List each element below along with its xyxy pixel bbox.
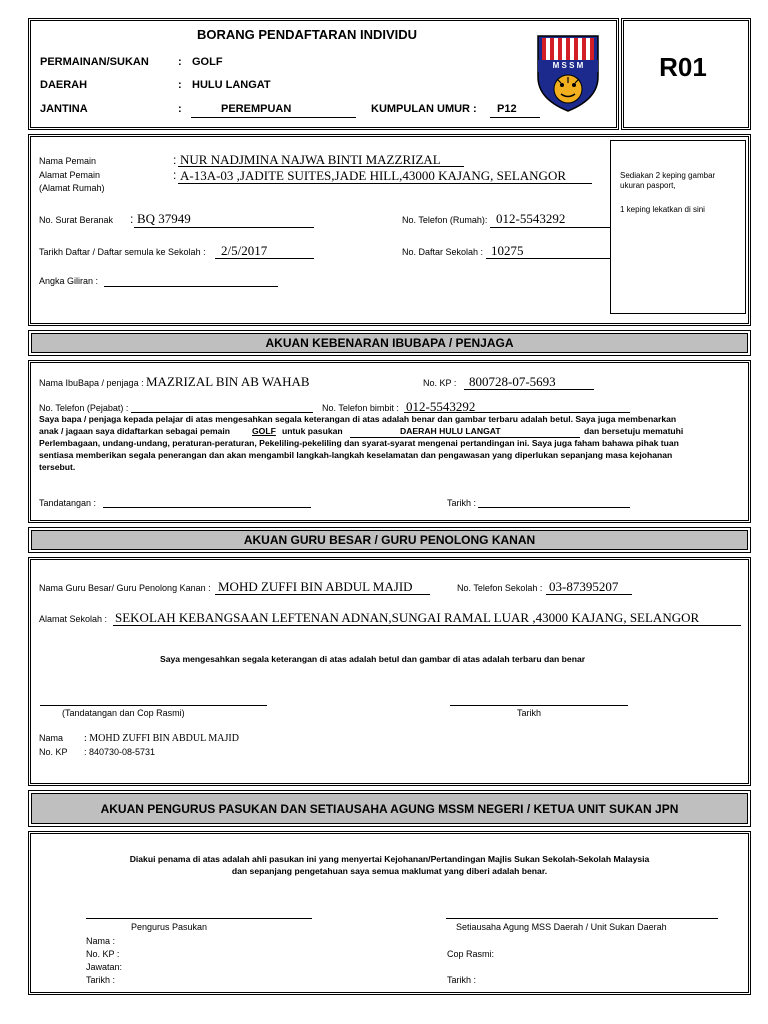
telefon-bimbit-line xyxy=(404,412,630,413)
photo-note-1: Sediakan 2 keping gambar xyxy=(620,171,716,180)
telefon-bimbit-value: 012-5543292 xyxy=(406,399,476,414)
photo-box xyxy=(610,140,746,314)
guru-alamat-value: SEKOLAH KEBANGSAAN LEFTENAN ADNAN,SUNGAI RAMAL LUAR ,43000 KAJANG, SELANGOR xyxy=(115,610,700,625)
telefon-bimbit-label: No. Telefon bimbit : xyxy=(322,403,399,413)
daerah-label: DAERAH xyxy=(40,79,88,91)
alamat-pemain-value: A-13A-03 ,JADITE SUITES,JADE HILL,43000 KAJANG, SELANGOR xyxy=(180,168,567,183)
alamat-pemain-sub: (Alamat Rumah) xyxy=(39,183,105,193)
guru-nama-row-label: Nama xyxy=(39,733,64,743)
ibubapa-tandatangan-label: Tandatangan : xyxy=(39,498,97,508)
tarikh-daftar-value: 2/5/2017 xyxy=(221,243,268,258)
nama-pemain-colon: : xyxy=(173,153,177,167)
telefon-pejabat-line[interactable] xyxy=(131,412,313,413)
nama-pemain-line xyxy=(178,166,464,167)
pengurus-jawatan-label: Jawatan: xyxy=(86,962,123,972)
pengurus-bar: AKUAN PENGURUS PASUKAN DAN SETIAUSAHA AGUNG MSSM NEGERI / KETUA UNIT SUKAN JPN xyxy=(31,793,748,824)
pengurus-decl-2: dan sepanjang pengetahuan saya semua maklumat yang diberi adalah benar. xyxy=(231,866,548,876)
surat-beranak-colon: : xyxy=(130,212,134,226)
pengurus-kp-label: No. KP : xyxy=(86,949,120,959)
daerah-value: HULU LANGAT xyxy=(192,79,271,91)
no-daftar-value: 10275 xyxy=(491,243,524,258)
guru-alamat-label: Alamat Sekolah : xyxy=(39,614,108,624)
telefon-rumah-label: No. Telefon (Rumah): xyxy=(402,215,488,225)
guru-tarikh-label: Tarikh xyxy=(517,708,542,718)
jantina-label: JANTINA xyxy=(40,103,88,115)
mssm-logo xyxy=(535,33,601,113)
no-daftar-label: No. Daftar Sekolah : xyxy=(402,247,484,257)
guru-nama-value: MOHD ZUFFI BIN ABDUL MAJID xyxy=(218,579,413,594)
mssm-logo-text: M S S M xyxy=(552,61,584,70)
telefon-rumah-line xyxy=(490,227,610,228)
angka-giliran-label: Angka Giliran : xyxy=(39,276,99,286)
pengurus-sign-line[interactable] xyxy=(86,918,312,919)
telefon-rumah-value: 012-5543292 xyxy=(496,211,566,226)
ibubapa-decl-4: sentiasa memberikan segala penerangan dan akan mengambil langkah-langkah keselamatan dan pengawasan yang diperlukan sepanjang masa kejohanan xyxy=(39,450,673,460)
guru-nama-row-value: : MOHD ZUFFI BIN ABDUL MAJID xyxy=(84,733,239,744)
guru-telefon-label: No. Telefon Sekolah : xyxy=(457,583,543,593)
nama-pemain-value: NUR NADJMINA NAJWA BINTI MAZZRIZAL xyxy=(180,152,441,167)
surat-beranak-line xyxy=(134,227,314,228)
guru-kp-row-label: No. KP xyxy=(39,747,68,757)
ibubapa-decl-2e: dan bersetuju mematuhi xyxy=(584,426,684,436)
ibubapa-kp-value: 800728-07-5693 xyxy=(469,374,556,389)
ibubapa-nama-value: MAZRIZAL BIN AB WAHAB xyxy=(146,374,310,389)
sukan-value: GOLF xyxy=(192,56,223,68)
setiausaha-title: Setiausaha Agung MSS Daerah / Unit Sukan Daerah xyxy=(456,922,667,932)
kumpulan-label: KUMPULAN UMUR : xyxy=(371,103,477,115)
guru-sign-label: (Tandatangan dan Cop Rasmi) xyxy=(62,708,185,718)
guru-sign-line[interactable] xyxy=(40,705,267,706)
ibubapa-tandatangan-line[interactable] xyxy=(103,507,311,508)
angka-giliran-line[interactable] xyxy=(104,286,278,287)
ibubapa-bar: AKUAN KEBENARAN IBUBAPA / PENJAGA xyxy=(31,333,748,353)
telefon-pejabat-label: No. Telefon (Pejabat) : xyxy=(39,403,129,413)
ibubapa-tarikh-line[interactable] xyxy=(478,507,630,508)
photo-note-3: 1 keping lekatkan di sini xyxy=(620,205,705,214)
alamat-pemain-label: Alamat Pemain xyxy=(39,170,101,180)
ibubapa-decl-2a: anak / jagaan saya didaftarkan sebagai pemain xyxy=(39,426,231,436)
alamat-pemain-line xyxy=(178,183,592,184)
guru-kp-row-value: : 840730-08-5731 xyxy=(84,747,156,757)
ibubapa-decl-2c: untuk pasukan xyxy=(282,426,343,436)
jantina-value: PEREMPUAN xyxy=(221,103,292,115)
form-title: BORANG PENDAFTARAN INDIVIDU xyxy=(197,27,418,42)
ibubapa-kp-line xyxy=(464,389,594,390)
ibubapa-decl-2b: GOLF xyxy=(252,426,276,436)
pengurus-title: Pengurus Pasukan xyxy=(131,922,208,932)
kumpulan-line xyxy=(490,117,540,118)
guru-nama-label: Nama Guru Besar/ Guru Penolong Kanan : xyxy=(39,583,211,593)
guru-decl: Saya mengesahkan segala keterangan di atas adalah betul dan gambar di atas adalah terbaru dan benar xyxy=(160,654,586,664)
photo-note-2: ukuran pasport, xyxy=(620,181,676,190)
sukan-label: PERMAINAN/SUKAN xyxy=(40,56,149,68)
ibubapa-nama-label: Nama IbuBapa / penjaga : xyxy=(39,378,144,388)
daerah-colon: : xyxy=(178,79,182,91)
guru-nama-line xyxy=(215,594,430,595)
tarikh-daftar-line xyxy=(215,258,314,259)
tarikh-daftar-label: Tarikh Daftar / Daftar semula ke Sekolah : xyxy=(39,247,206,257)
setiausaha-cop-label: Cop Rasmi: xyxy=(447,949,495,959)
guru-tarikh-line[interactable] xyxy=(450,705,628,706)
form-code: R01 xyxy=(659,52,707,82)
ibubapa-tarikh-label: Tarikh : xyxy=(447,498,477,508)
no-daftar-line xyxy=(486,258,610,259)
guru-alamat-line xyxy=(113,625,741,626)
pengurus-decl-1: Diakui penama di atas adalah ahli pasukan ini yang menyertai Kejohanan/Pertandingan Majlis Sukan Sekolah-Sekolah Malaysia xyxy=(129,854,650,864)
ibubapa-decl-3: Perlembagaan, undang-undang, peraturan-peraturan, Pekeliling-pekeliling dan syarat-syarat mengenai pertandingan ini. Saya juga faham bahawa pihak tuan xyxy=(39,438,679,448)
ibubapa-kp-label: No. KP : xyxy=(423,378,457,388)
ibubapa-decl-2d: DAERAH HULU LANGAT xyxy=(400,426,501,436)
pengurus-tarikh-label: Tarikh : xyxy=(86,975,116,985)
guru-telefon-value: 03-87395207 xyxy=(549,579,619,594)
ibubapa-decl-1: Saya bapa / penjaga kepada pelajar di atas mengesahkan segala keterangan di atas adalah benar dan gambar terbaru adalah betul. Saya juga membenarkan xyxy=(39,414,677,424)
guru-bar: AKUAN GURU BESAR / GURU PENOLONG KANAN xyxy=(31,530,748,550)
setiausaha-sign-line[interactable] xyxy=(446,918,718,919)
guru-telefon-line xyxy=(546,594,632,595)
ibubapa-decl-5: tersebut. xyxy=(39,462,76,472)
setiausaha-tarikh-label: Tarikh : xyxy=(447,975,477,985)
pengurus-nama-label: Nama : xyxy=(86,936,116,946)
jantina-line xyxy=(191,117,356,118)
alamat-pemain-colon: : xyxy=(173,168,177,182)
nama-pemain-label: Nama Pemain xyxy=(39,156,97,166)
surat-beranak-label: No. Surat Beranak xyxy=(39,215,114,225)
jantina-colon: : xyxy=(178,103,182,115)
sukan-colon: : xyxy=(178,56,182,68)
kumpulan-value: P12 xyxy=(497,103,517,115)
surat-beranak-value: BQ 37949 xyxy=(137,211,191,226)
